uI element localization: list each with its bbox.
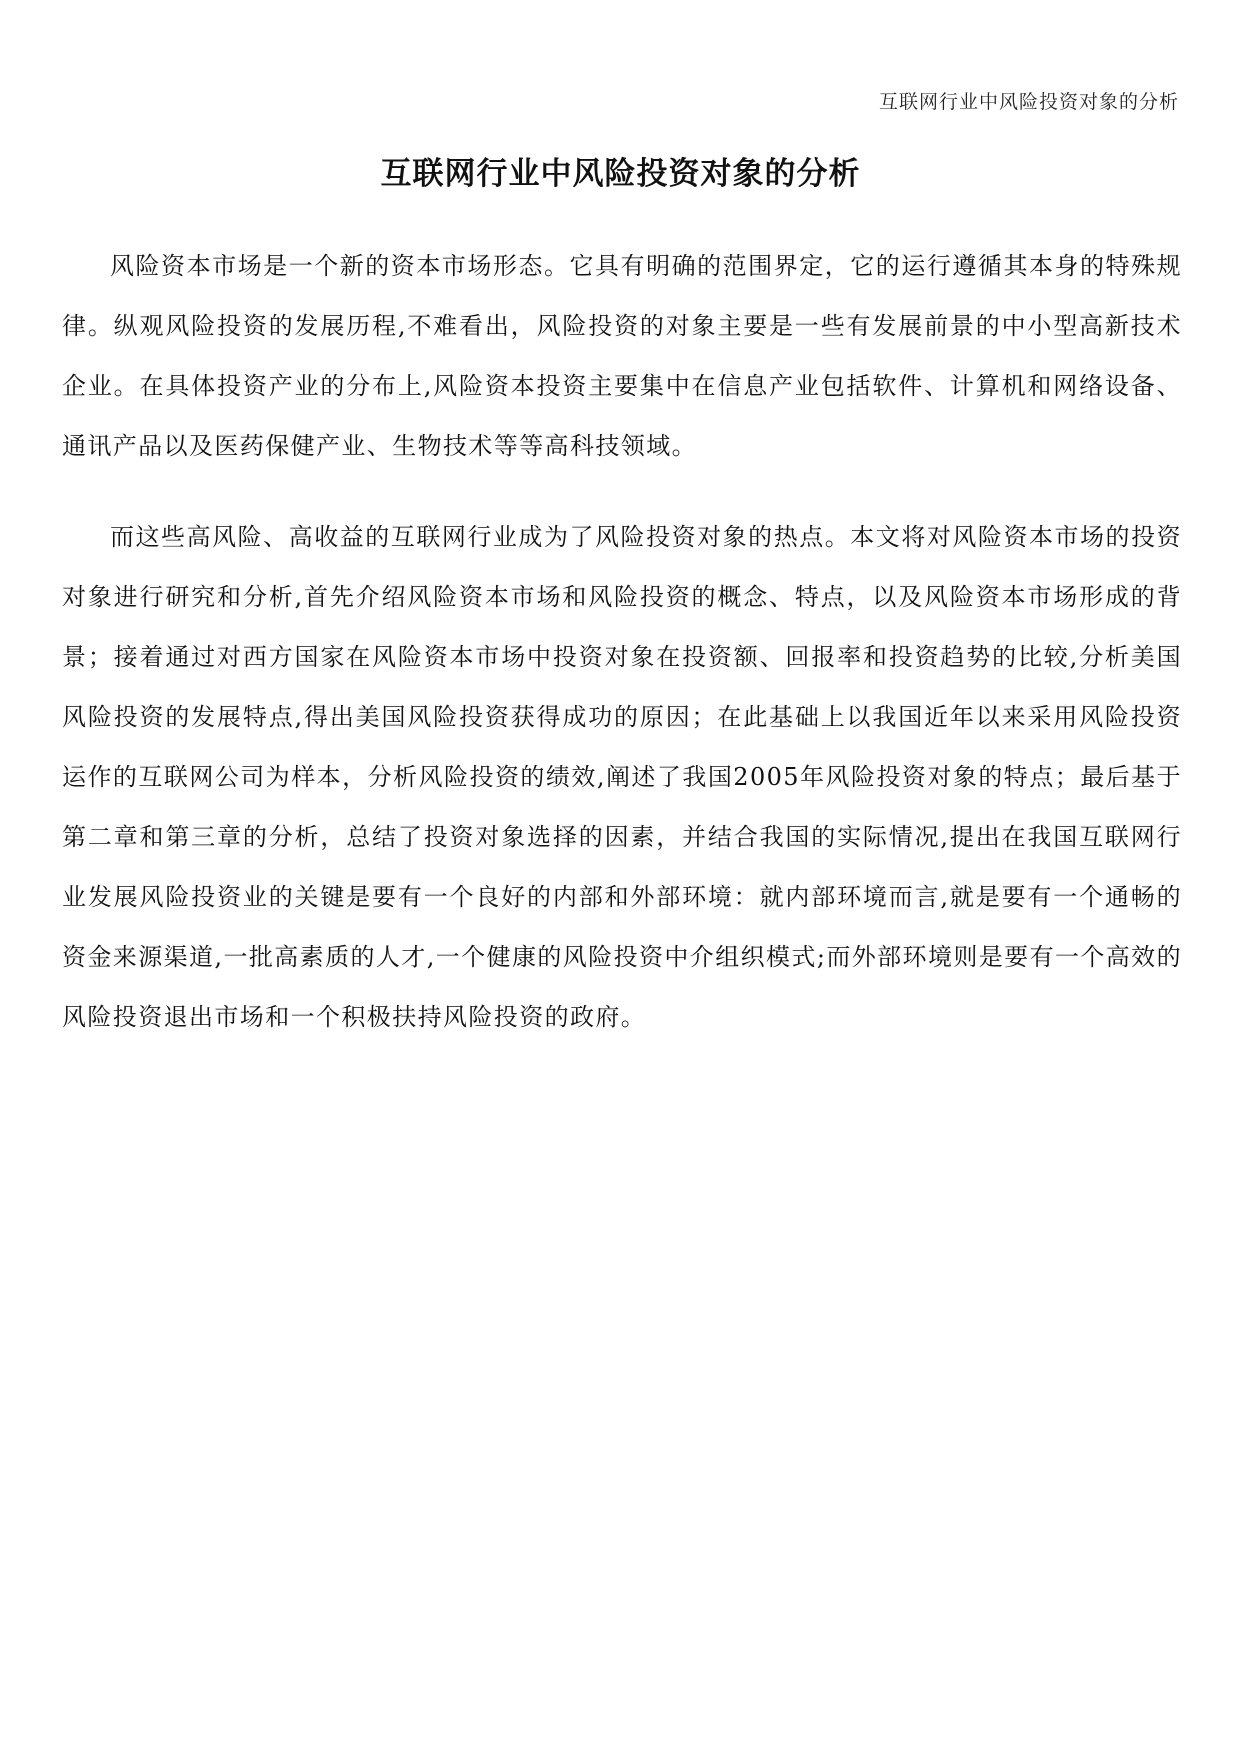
paragraph-1: 风险资本市场是一个新的资本市场形态。它具有明确的范围界定，它的运行遵循其本身的特殊规律。纵观风险投资的发展历程,不难看出，风险投资的对象主要是一些有发展前景的中小型高新技术企业。在具体投资产业的分布上,风险资本投资主要集中在信息产业包括软件、计算机和网络设备、通讯产品以及医药保健产业、生物技术等等高科技领域。 [62, 252, 1182, 460]
paragraph-2: 而这些高风险、高收益的互联网行业成为了风险投资对象的热点。本文将对风险资本市场的投资对象进行研究和分析,首先介绍风险资本市场和风险投资的概念、特点，以及风险资本市场形成的背景；接着通过对西方国家在风险资本市场中投资对象在投资额、回报率和投资趋势的比较,分析美国风险投资的发展特点,得出美国风险投资获得成功的原因；在此基础上以我国近年以来采用风险投资运作的互联网公司为样本，分析风险投资的绩效,阐述了我国2005年风险投资对象的特点；最后基于第二章和第三章的分析，总结了投资对象选择的因素，并结合我国的实际情况,提出在我国互联网行业发展风险投资业的关键是要有一个良好的内部和外部环境：就内部环境而言,就是要有一个通畅的资金来源渠道,一批高素质的人才,一个健康的风险投资中介组织模式;而外部环境则是要有一个高效的风险投资退出市场和一个积极扶持风险投资的政府。 [62, 523, 1182, 1031]
running-header: 互联网行业中风险投资对象的分析 [878, 91, 1179, 113]
document-body [62, 236, 1182, 1078]
document-title: 互联网行业中风险投资对象的分析 [380, 156, 861, 192]
